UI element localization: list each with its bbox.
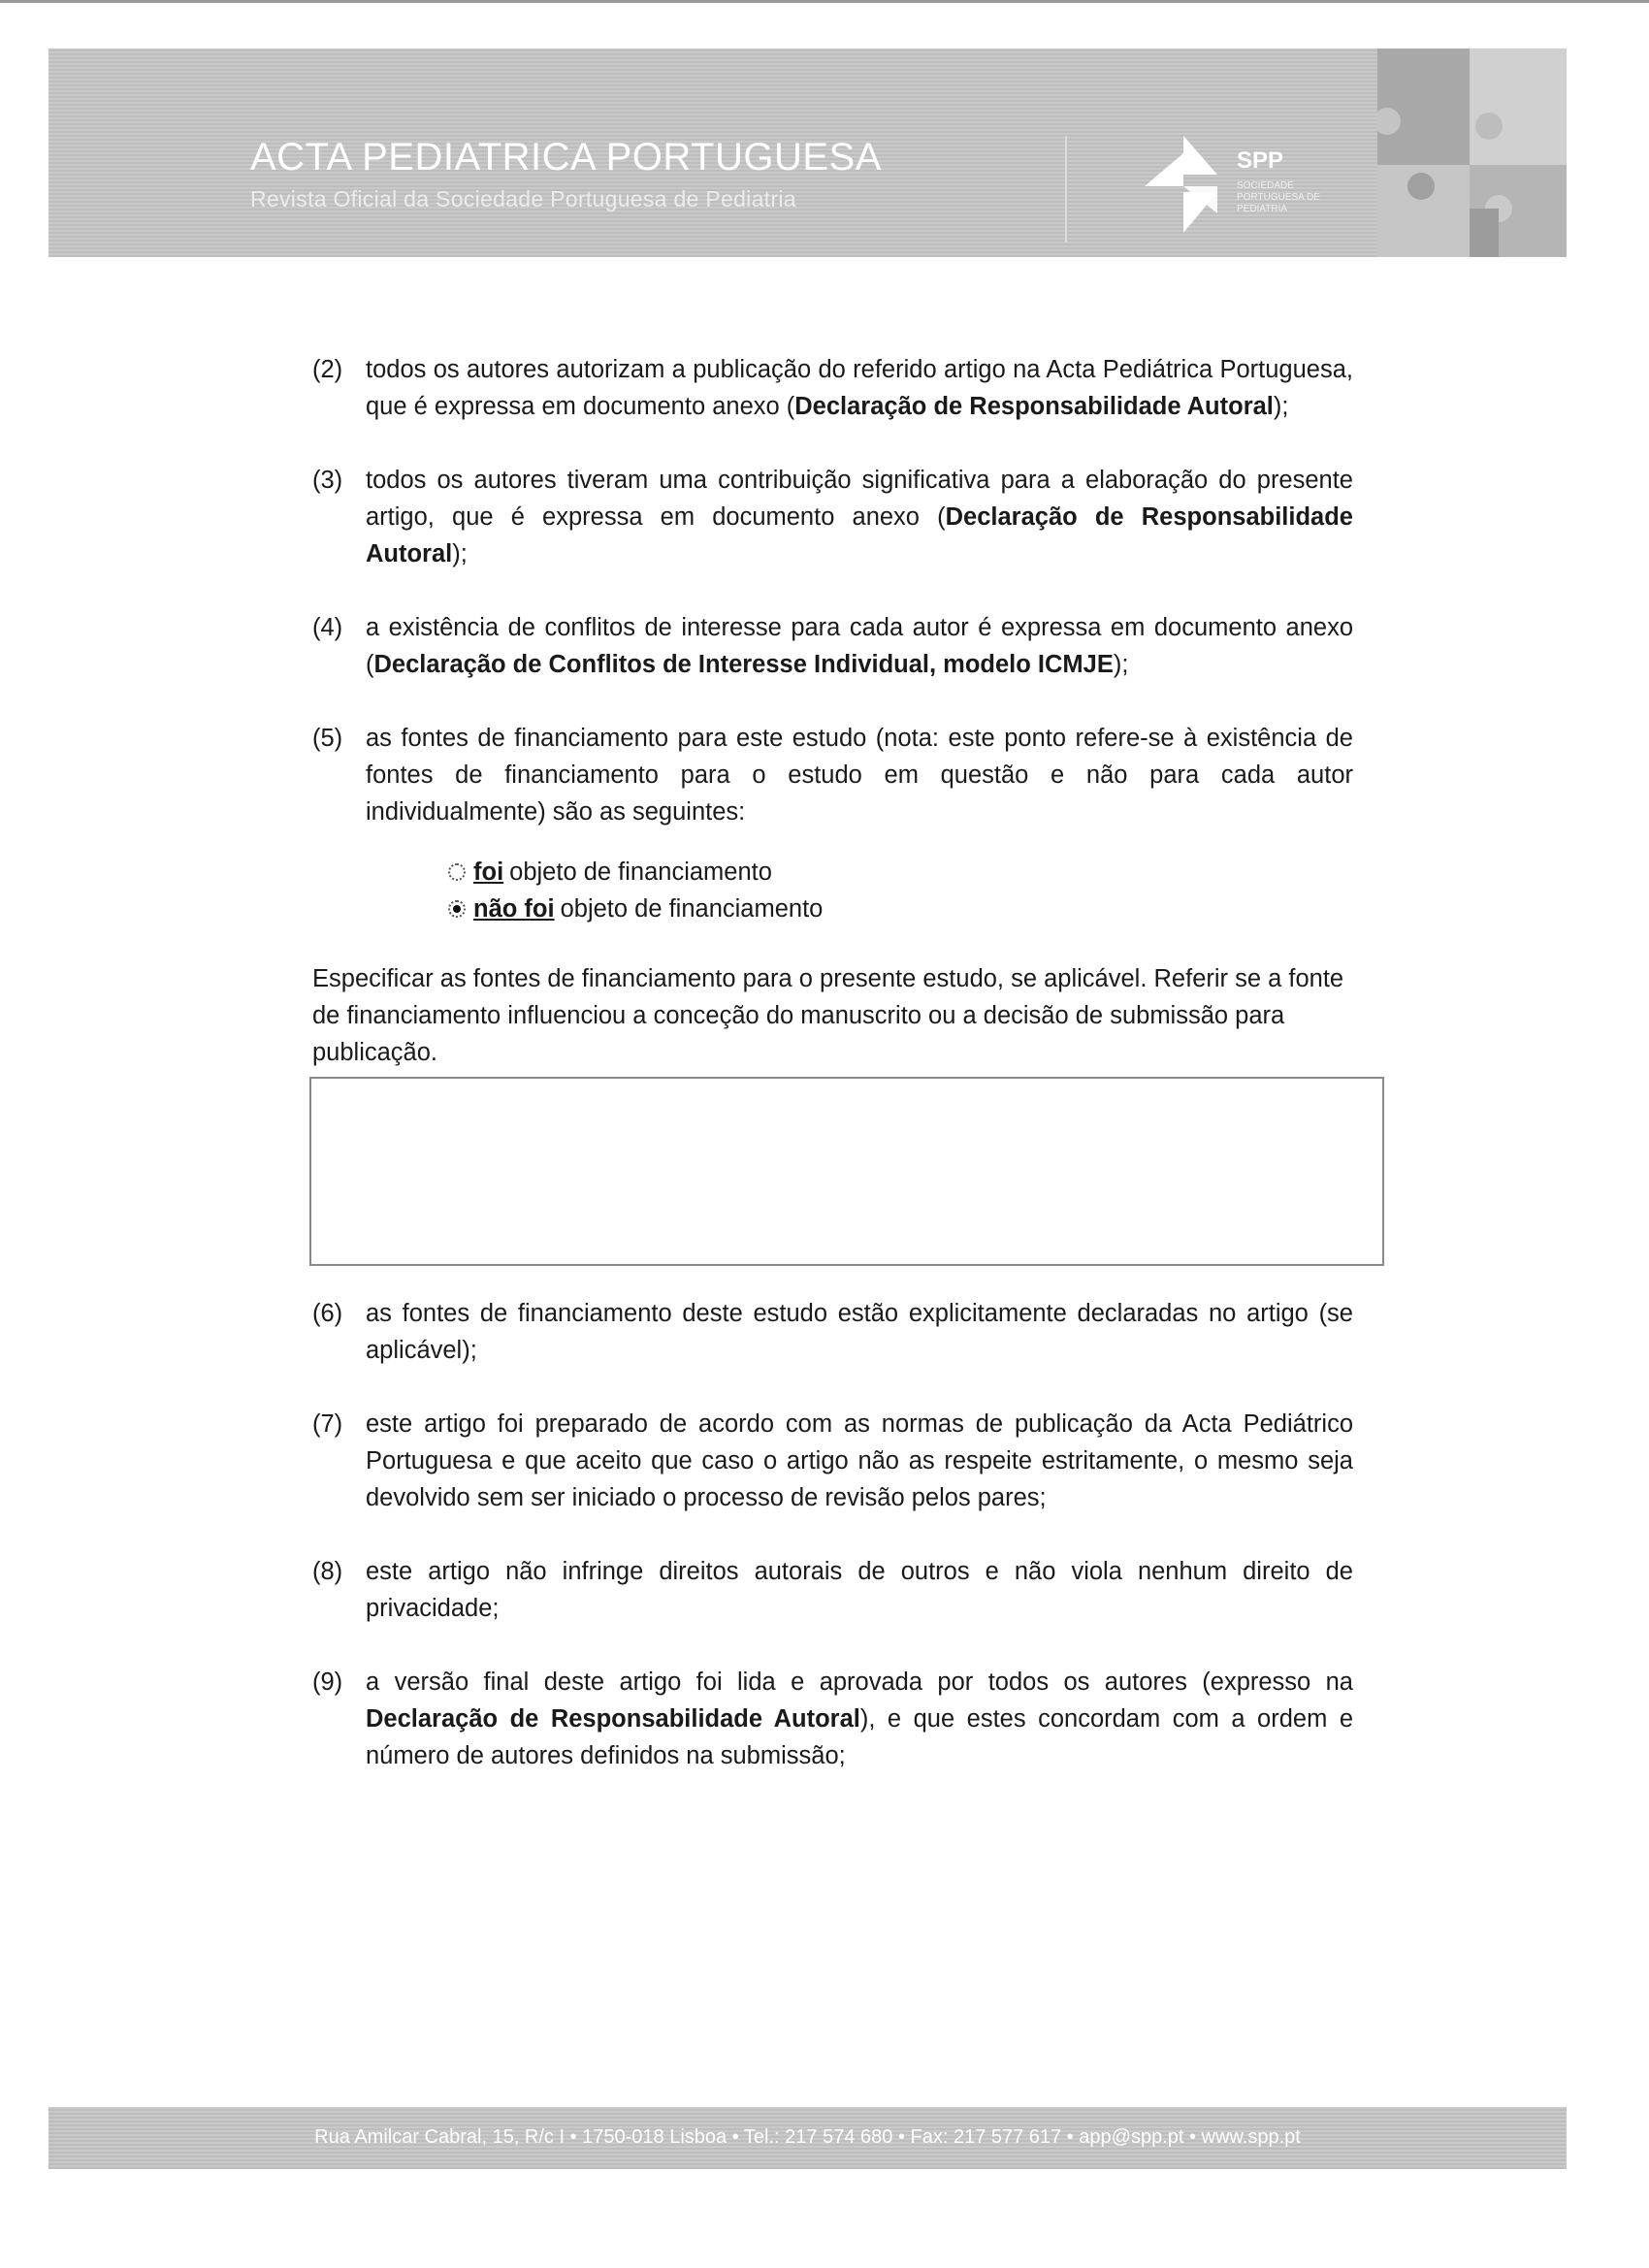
item-text-bold: Declaração de Conflitos de Interesse Individual, modelo ICMJE: [373, 651, 1114, 678]
option-strong: foi: [473, 859, 504, 886]
option-strong: não foi: [473, 895, 555, 923]
scan-edge-line: [0, 0, 1649, 3]
logo-text: SOCIEDADE PORTUGUESA DE PEDIATRIA: [1237, 180, 1320, 214]
item-text-tail: );: [452, 540, 468, 567]
item-text-plain: todos os autores autorizam a publicação do referido artigo na Acta Pediátrica Portuguesa, que é expressa em documento anexo (: [366, 356, 1353, 420]
puzzle-pieces-decoration: [1377, 49, 1567, 257]
declaration-item-9: [312, 1664, 1353, 1774]
declaration-item-8: [312, 1553, 1353, 1627]
declaration-item-4: [312, 609, 1353, 683]
item-text: [366, 609, 1353, 683]
radio-checked-icon[interactable]: [448, 900, 466, 918]
item-text: [366, 1664, 1353, 1774]
journal-footer: [48, 2107, 1567, 2169]
declaration-item-6: [312, 1295, 1353, 1369]
item-text-bold: Declaração de Responsabilidade Autoral: [366, 503, 1353, 567]
declaration-item-2: [312, 351, 1353, 425]
funding-option-not-funded[interactable]: [448, 891, 1353, 927]
item-text: este artigo foi preparado de acordo com as normas de publicação da Acta Pediátrico Portuguesa e que aceito que caso o artigo não as respeite estritamente, o mesmo seja devolvido sem ser iniciado o processo de revisão pelos pares;: [366, 1410, 1353, 1511]
item-text-tail: );: [1273, 393, 1289, 420]
funding-option-funded[interactable]: [448, 854, 1353, 891]
item-number: (6): [312, 1300, 343, 1327]
declaration-body: [312, 351, 1353, 1811]
item-text: as fontes de financiamento deste estudo estão explicitamente declaradas no artigo (se aplicável);: [366, 1300, 1353, 1364]
funding-specify-instructions: Especificar as fontes de financiamento para o presente estudo, se aplicável. Referir se a fonte de financiamento influenciou a conceção do manuscrito ou a decisão de submissão para publicação.: [312, 965, 1344, 1066]
journal-subtitle: Revista Oficial da Sociedade Portuguesa de Pediatria: [250, 186, 796, 211]
option-label: objeto de financiamento: [509, 859, 772, 886]
funding-radio-group: [448, 854, 1353, 927]
item-text: [366, 351, 1353, 425]
item-text-plain: a versão final deste artigo foi lida e aprovada por todos os autores (expresso na: [366, 1669, 1353, 1696]
declaration-item-3: [312, 462, 1353, 572]
journal-title: ACTA PEDIATRICA PORTUGUESA: [250, 136, 882, 178]
item-text-bold: Declaração de Responsabilidade Autoral: [366, 1705, 860, 1733]
item-text-tail: );: [1113, 651, 1129, 678]
logo-abbrev: SPP: [1237, 147, 1284, 174]
footer-contact: Rua Amilcar Cabral, 15, R/c I • 1750-018 Lisboa • Tel.: 217 574 680 • Fax: 217 577 617 • app@spp.pt • www.spp.pt: [314, 2126, 1301, 2148]
item-number: (2): [312, 356, 343, 383]
journal-header: [48, 49, 1567, 257]
header-divider: [1065, 136, 1067, 243]
item-number: (4): [312, 614, 343, 641]
item-text-plain: todos os autores tiveram uma contribuição significativa para a elaboração do presente artigo, que é expressa em documento anexo (: [366, 467, 1353, 531]
item-text-tail: ), e que estes concordam com a ordem e número de autores definidos na submissão;: [366, 1705, 1353, 1769]
declaration-item-5: [312, 720, 1353, 830]
item-text: [366, 462, 1353, 572]
spp-pinwheel-icon: [1145, 136, 1232, 243]
item-number: (5): [312, 725, 343, 752]
item-number: (7): [312, 1410, 343, 1438]
radio-unchecked-icon[interactable]: [448, 863, 466, 881]
item-text: as fontes de financiamento para este estudo (nota: este ponto refere-se à existência de fontes de financiamento para o estudo em questão e não para cada autor individualmente) são as seguintes:: [366, 725, 1353, 826]
declaration-item-7: [312, 1406, 1353, 1516]
item-text: este artigo não infringe direitos autorais de outros e não viola nenhum direito de privacidade;: [366, 1558, 1353, 1622]
funding-sources-input[interactable]: [309, 1077, 1384, 1266]
item-number: (9): [312, 1669, 343, 1696]
item-number: (3): [312, 467, 343, 494]
spp-logo: [1145, 136, 1416, 252]
item-text-bold: Declaração de Responsabilidade Autoral: [794, 393, 1274, 420]
option-label: objeto de financiamento: [560, 895, 824, 923]
item-text-plain: a existência de conflitos de interesse para cada autor é expressa em documento anexo (: [366, 614, 1353, 678]
item-number: (8): [312, 1558, 343, 1585]
